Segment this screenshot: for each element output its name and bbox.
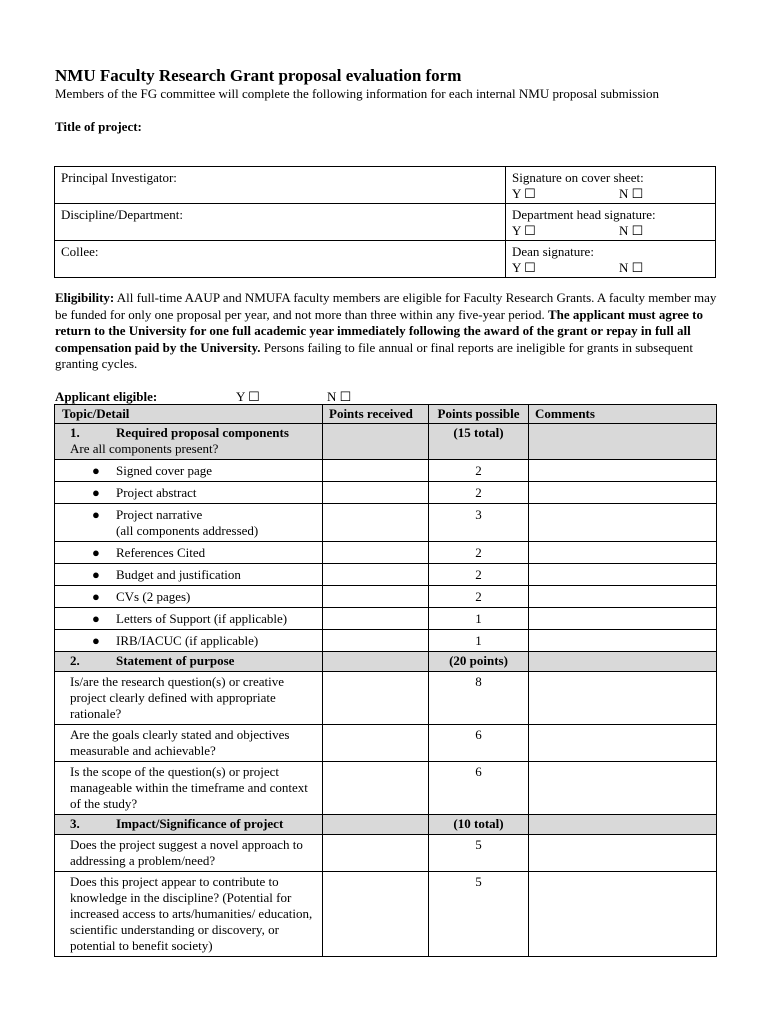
pi-label: Principal Investigator: [61,170,177,185]
points-received-cell[interactable] [323,630,429,652]
section-subtitle: Are all components present? [70,441,219,456]
section-title: Statement of purpose [116,653,235,668]
college-label: Collee: [61,244,99,259]
department-label: Discipline/Department: [61,207,184,222]
points-received-cell[interactable] [323,542,429,564]
question-text: Are the goals clearly stated and objectives measurable and achievable? [55,725,323,762]
item-label: CVs (2 pages) [116,589,191,604]
bullet-icon: ● [92,463,100,478]
points-possible: 1 [429,608,529,630]
comments-cell[interactable] [529,460,717,482]
comments-cell[interactable] [529,586,717,608]
points-possible: 6 [429,725,529,762]
points-possible: 5 [429,835,529,872]
cover-signature-yes-checkbox[interactable]: Y ☐ [512,186,536,201]
points-possible: 6 [429,762,529,815]
section-number: 3. [70,816,80,831]
pi-field[interactable] [55,167,506,204]
item-topic [55,542,323,564]
section-2-title [55,652,323,672]
item-label-detail: (all components addressed) [116,523,259,538]
dept-head-no-checkbox[interactable]: N ☐ [619,223,644,238]
eligibility-paragraph [55,290,720,373]
bullet-icon: ● [92,507,100,522]
comments-cell[interactable] [529,504,717,542]
info-table [54,166,716,278]
applicant-eligible-label: Applicant eligible: [55,389,158,404]
eligibility-requirement: The applicant must agree to return to the University for one full academic year immediately following the award of the grant or repay in full all compensation paid by the University. [55,306,703,355]
dean-no-checkbox[interactable]: N ☐ [619,260,644,275]
cover-signature-cell [506,167,716,204]
dean-yes-checkbox[interactable]: Y ☐ [512,260,536,275]
header-points-received: Points received [323,405,429,424]
section-points: (10 total) [429,815,529,835]
section-points: (20 points) [429,652,529,672]
points-received-cell[interactable] [323,608,429,630]
section-title: Impact/Significance of project [116,816,284,831]
eligibility-text: All full-time AAUP and NMUFA faculty members are eligible for Faculty Research Grants. A faculty member may be funded for only one proposal per year, and not more than three within any five-year period. [55,290,717,322]
evaluation-table [54,404,717,957]
info-row [55,241,716,278]
question-text: Does the project suggest a novel approach to addressing a problem/need? [55,835,323,872]
header-points-possible: Points possible [429,405,529,424]
item-label: Signed cover page [116,463,213,478]
header-topic: Topic/Detail [55,405,323,424]
item-topic [55,564,323,586]
department-field[interactable] [55,204,506,241]
item-topic [55,482,323,504]
comments-cell[interactable] [529,815,717,835]
comments-cell[interactable] [529,608,717,630]
bullet-icon: ● [92,633,100,648]
points-possible: 8 [429,672,529,725]
item-label: Letters of Support (if applicable) [116,611,288,626]
points-possible: 2 [429,482,529,504]
section-number: 2. [70,653,80,668]
table-row [55,608,717,630]
comments-cell[interactable] [529,482,717,504]
points-received-cell[interactable] [323,872,429,957]
points-possible: 2 [429,564,529,586]
question-text: Is/are the research question(s) or creative project clearly defined with appropriate rationale? [55,672,323,725]
points-received-cell[interactable] [323,586,429,608]
header-comments: Comments [529,405,717,424]
dept-head-signature-label: Department head signature: [512,207,656,222]
section-1-title [55,424,323,460]
table-row [55,835,717,872]
table-row [55,564,717,586]
comments-cell[interactable] [529,725,717,762]
comments-cell[interactable] [529,672,717,725]
points-received-cell[interactable] [323,482,429,504]
points-received-cell[interactable] [323,424,429,460]
dean-signature-label: Dean signature: [512,244,594,259]
table-row [55,460,717,482]
section-title: Required proposal components [116,425,289,440]
item-topic [55,630,323,652]
bullet-icon: ● [92,545,100,560]
section-points: (15 total) [429,424,529,460]
item-topic [55,608,323,630]
section-3-title [55,815,323,835]
section-number: 1. [70,425,80,440]
table-row [55,630,717,652]
bullet-icon: ● [92,485,100,500]
question-text: Is the scope of the question(s) or project manageable within the timeframe and context of the study? [55,762,323,815]
points-received-cell[interactable] [323,564,429,586]
cover-signature-label: Signature on cover sheet: [512,170,644,185]
info-row [55,204,716,241]
table-row [55,504,717,542]
comments-cell[interactable] [529,762,717,815]
comments-cell[interactable] [529,564,717,586]
table-row [55,762,717,815]
points-received-cell[interactable] [323,652,429,672]
comments-cell[interactable] [529,630,717,652]
points-received-cell[interactable] [323,815,429,835]
bullet-icon: ● [92,611,100,626]
section-row [55,815,717,835]
item-label: References Cited [116,545,206,560]
table-header-row [55,405,717,424]
comments-cell[interactable] [529,424,717,460]
eligibility-reports-text: Persons failing to file annual or final reports are ineligible for grants in subsequent granting cycles. [55,339,693,372]
table-row [55,586,717,608]
points-possible: 2 [429,586,529,608]
item-topic [55,586,323,608]
comments-cell[interactable] [529,542,717,564]
bullet-icon: ● [92,589,100,604]
comments-cell[interactable] [529,872,717,957]
points-possible: 1 [429,630,529,652]
table-row [55,482,717,504]
dept-head-signature-cell [506,204,716,241]
points-received-cell[interactable] [323,504,429,542]
table-row [55,725,717,762]
question-text: Does this project appear to contribute to knowledge in the discipline? (Potential for increased access to arts/humanities/ education, scientific understanding or discovery, or potential to benefit society) [55,872,323,957]
table-row [55,872,717,957]
comments-cell[interactable] [529,652,717,672]
points-received-cell[interactable] [323,672,429,725]
table-row [55,542,717,564]
cover-signature-no-checkbox[interactable]: N ☐ [619,186,644,201]
table-row [55,672,717,725]
points-received-cell[interactable] [323,835,429,872]
info-row [55,167,716,204]
item-topic [55,460,323,482]
section-row [55,652,717,672]
applicant-yes-checkbox[interactable]: Y ☐ [236,389,260,404]
item-label: Project narrative [116,507,203,522]
points-received-cell[interactable] [323,460,429,482]
points-possible: 2 [429,460,529,482]
points-received-cell[interactable] [323,725,429,762]
college-field[interactable] [55,241,506,278]
applicant-no-checkbox[interactable]: N ☐ [327,389,352,404]
points-possible: 2 [429,542,529,564]
dean-signature-cell [506,241,716,278]
page-title: NMU Faculty Research Grant proposal evaluation form [55,66,462,85]
dept-head-yes-checkbox[interactable]: Y ☐ [512,223,536,238]
project-title-label: Title of project: [55,119,142,134]
item-label: Project abstract [116,485,197,500]
item-topic [55,504,323,542]
item-label: IRB/IACUC (if applicable) [116,633,259,648]
comments-cell[interactable] [529,835,717,872]
subtitle: Members of the FG committee will complete the following information for each internal NMU proposal submission [55,86,660,101]
item-label: Budget and justification [116,567,241,582]
eligibility-label: Eligibility: [55,290,115,305]
points-possible: 3 [429,504,529,542]
section-row [55,424,717,460]
points-possible: 5 [429,872,529,957]
bullet-icon: ● [92,567,100,582]
points-received-cell[interactable] [323,762,429,815]
